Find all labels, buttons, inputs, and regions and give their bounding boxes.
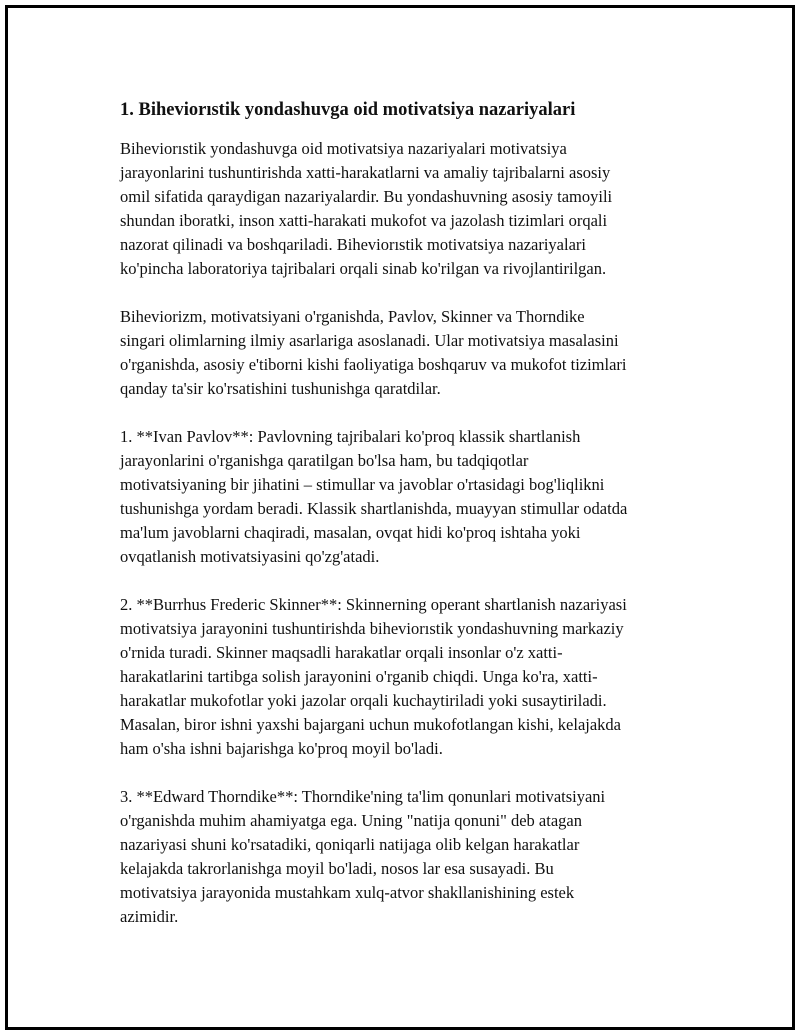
paragraph-pavlov: 1. **Ivan Pavlov**: Pavlovning tajribalari ko'proq klassik shartlanish jarayonlarini o'rganishga qaratilgan bo'lsa ham, bu tadqiqotlar motivatsiyaning bir jihatini – stimullar va javoblar o'rtasidagi bog'liqlikni tushunishga yordam beradi. Klassik shartlanishda, muayyan stimullar odatda ma'lum javoblarni chaqiradi, masalan, ovqat hidi ko'proq ishtaha yoki ovqatlanish motivatsiyasini qo'zg'atadi. [120, 427, 628, 566]
page-frame [5, 5, 795, 1030]
paragraph-intro: Biheviorıstik yondashuvga oid motivatsiya nazariyalari motivatsiya jarayonlarini tushuntirishda xatti-harakatlarni va amaliy tajribalarni asosiy omil sifatida qaraydigan nazariyalardir. Bu yondashuvning asosiy tamoyili shundan iboratki, inson xatti-harakati mukofot va jazolash tizimlari orqali nazorat qilinadi va boshqariladi. Biheviorıstik motivatsiya nazariyalari ko'pincha laboratoriya tajribalari orqali sinab ko'rilgan va rivojlantirilgan. [120, 139, 613, 278]
paragraph-thorndike: 3. **Edward Thorndike**: Thorndike'ning ta'lim qonunlari motivatsiyani o'rganishda muhim ahamiyatga ega. Uning "natija qonuni" deb atagan nazariyasi shuni ko'rsatadiki, qoniqarli natijaga olib kelgan harakatlar kelajakda takrorlanishga moyil bo'ladi, nosos lar esa susayadi. Bu motivatsiya jarayonida mustahkam xulq-atvor shakllanishining estek azimidir. [120, 787, 606, 926]
document-title: 1. Biheviorıstik yondashuvga oid motivatsiya nazariyalari [120, 100, 576, 120]
paragraph-behaviorism: Biheviorizm, motivatsiyani o'rganishda, Pavlov, Skinner va Thorndike singari olimlarning ilmiy asarlariga asoslanadi. Ular motivatsiya masalasini o'rganishda, asosiy e'tiborni kishi faoliyatiga boshqaruv va mukofot tizimlari qanday ta'sir ko'rsatishini tushunishga qaratdilar. [120, 307, 627, 398]
paragraph-skinner: 2. **Burrhus Frederic Skinner**: Skinnerning operant shartlanish nazariyasi motivatsiya jarayonini tushuntirishda biheviorıstik yondashuvning markaziy o'rnida turadi. Skinner maqsadli harakatlar orqali insonlar o'z xatti- harakatlarini tartibga solish jarayonini o'rganib chiqdi. Unga ko'ra, xatti- harakatlar mukofotlar yoki jazolar orqali kuchaytiriladi yoki susaytiriladi. Masalan, biror ishni yaxshi bajargani uchun mukofotlangan kishi, kelajakda ham o'sha ishni bajarishga ko'proq moyil bo'ladi. [120, 595, 627, 758]
document-body [120, 98, 700, 953]
